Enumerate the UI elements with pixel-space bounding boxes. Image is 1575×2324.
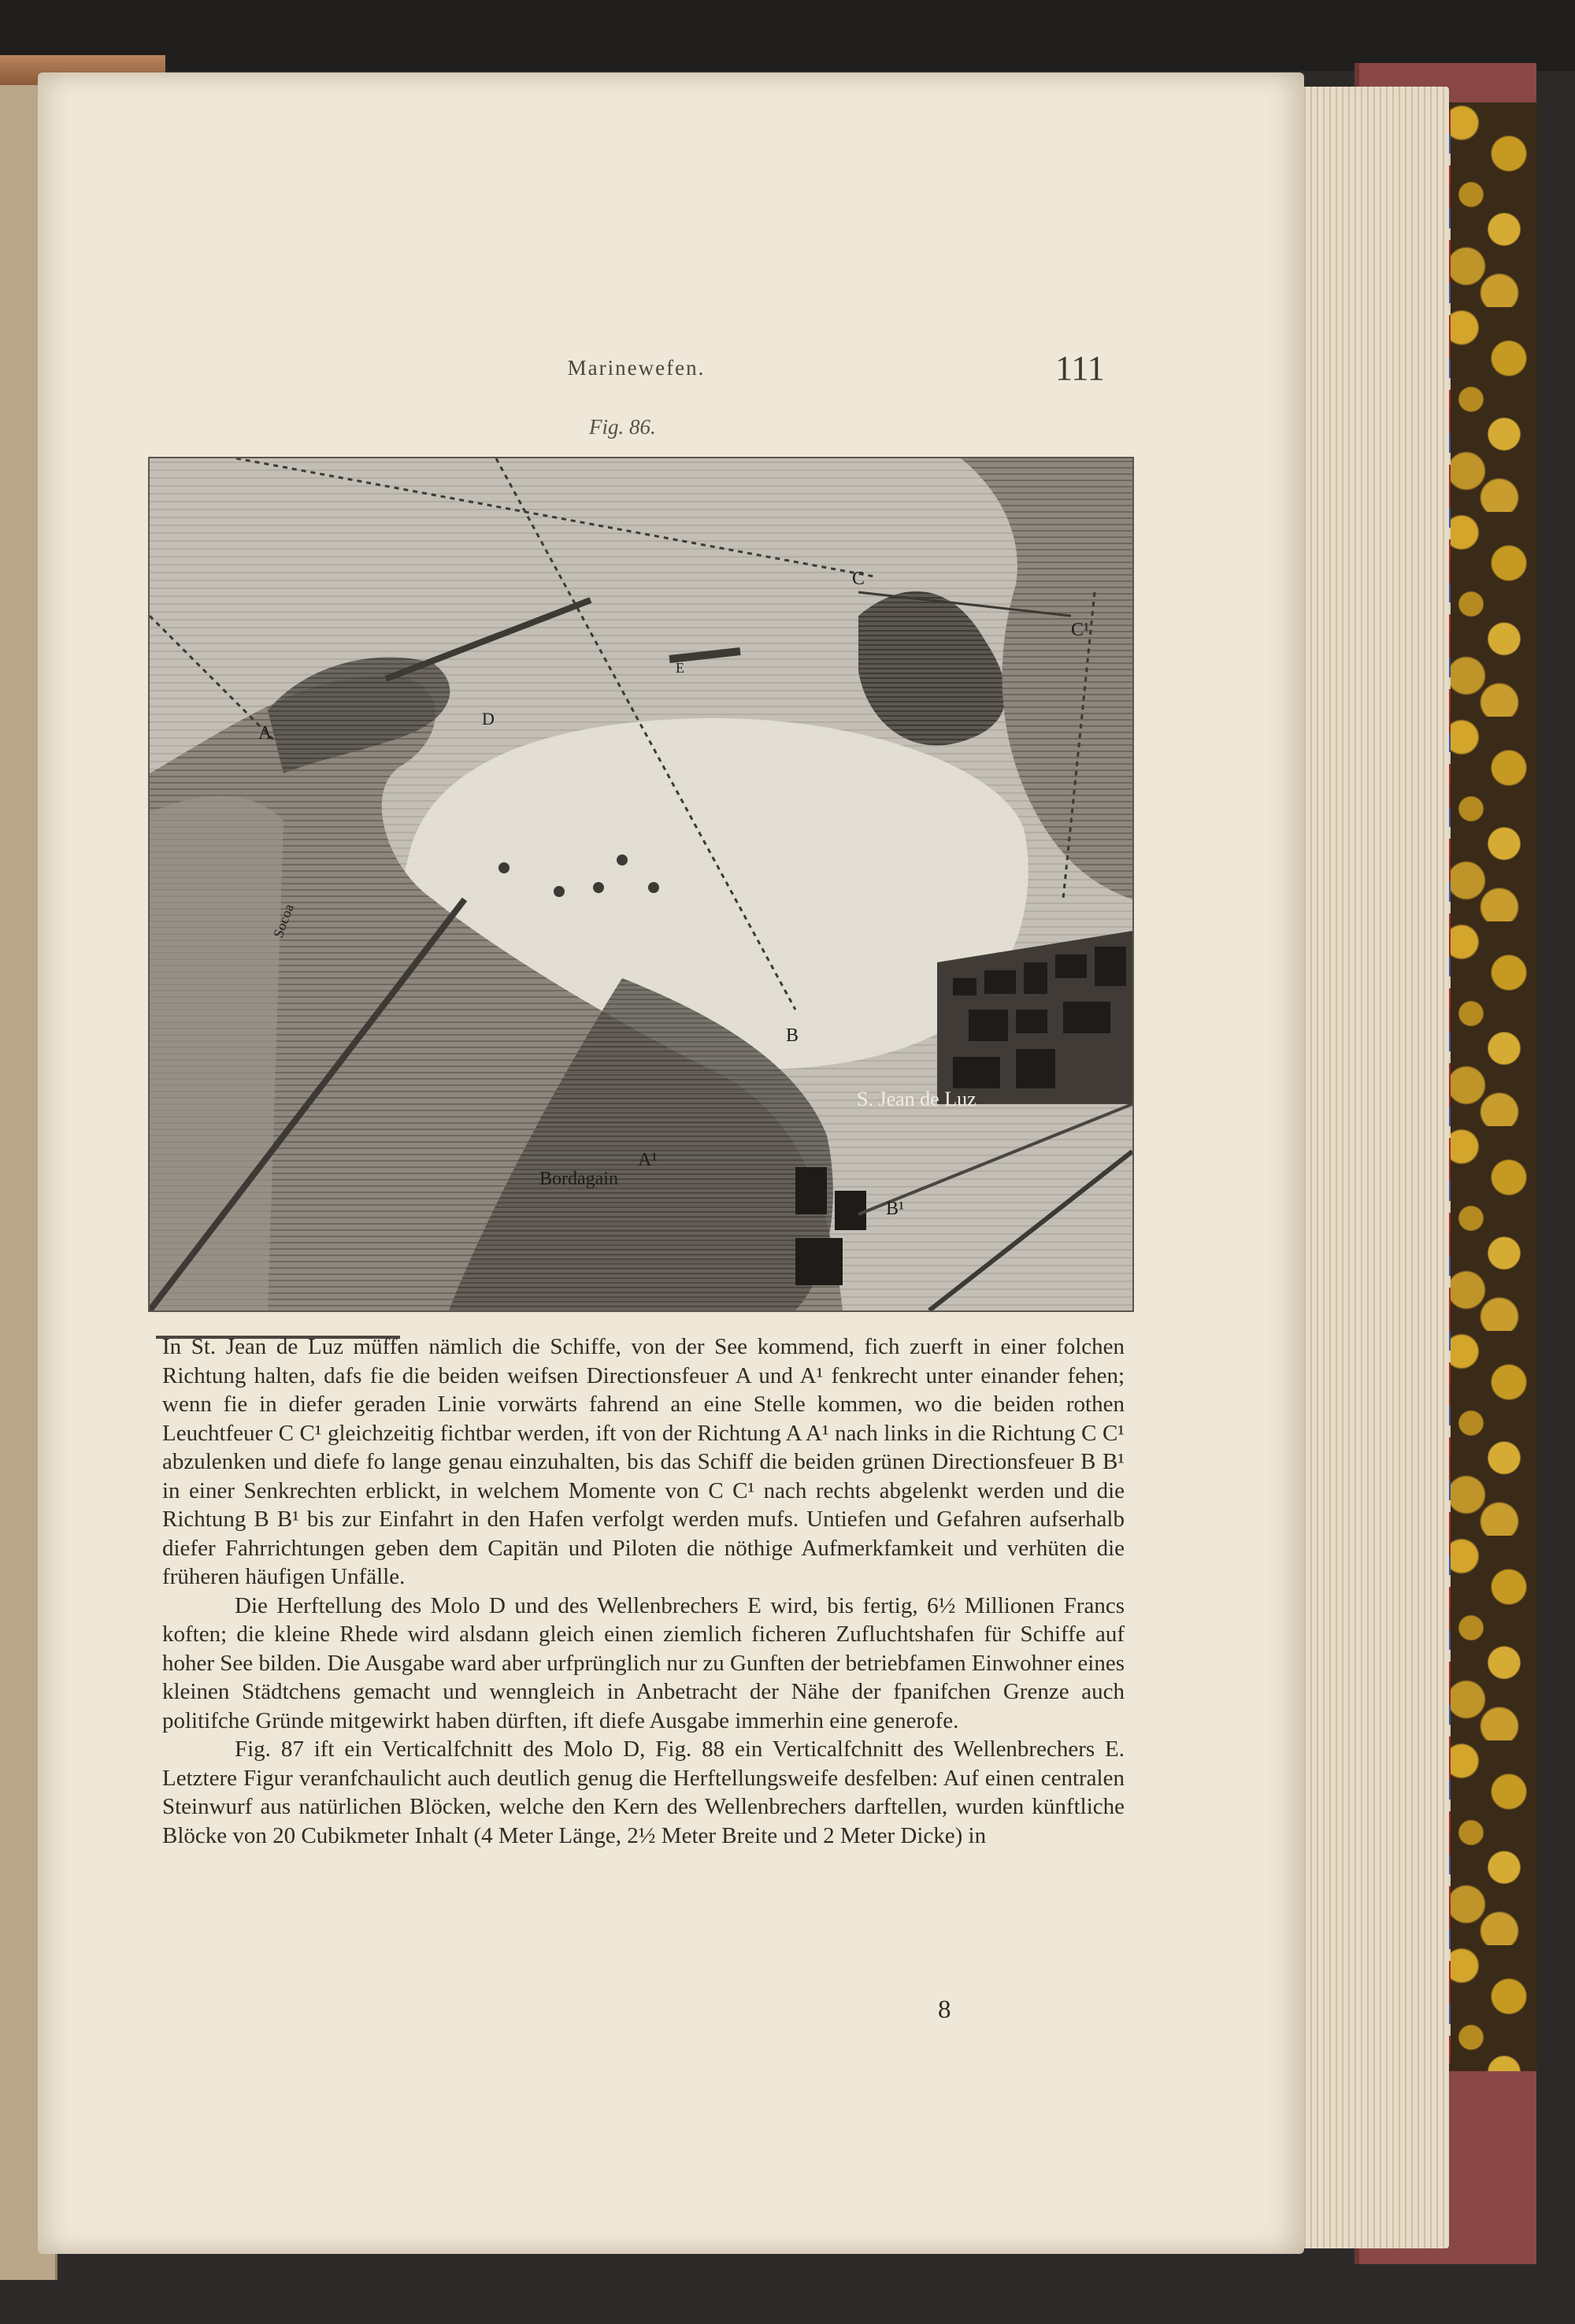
map-label-d: D bbox=[482, 709, 495, 728]
paragraph-3: Fig. 87 ift ein Verticalfchnitt des Molo D, Fig. 88 ein Verticalfchnitt des Wellenbrechers E. Letztere Figur veranfchaulicht auch deutlich genug die Herftellungsweife desfelben: Auf einen centralen Steinwurf aus natürlichen Blöcken, welche den Kern des Wellenbrechers darftellen, wurden künftliche Blöcke von 20 Cubikmeter Inhalt (4 Meter Länge, 2½ Meter Breite und 2 Meter Dicke) in bbox=[162, 1737, 1125, 1848]
background-top bbox=[0, 0, 1575, 71]
paragraph-2: Die Herftellung des Molo D und des Wellenbrechers E wird, bis fertig, 6½ Millionen Francs koften; die kleine Rhede wird alsdann gleich einen ziemlich ficheren Zufluchtshafen für Schiffe auf hoher See bilden. Die Ausgabe ward aber urfprünglich nur zu Gunften der betriebfamen Einwohner eines kleinen Städtchens gemacht und wenngleich in Anbetracht der Nähe der fpanifchen Grenze auch politifche Gründe mitgewirkt haben dürften, ift diefe Ausgabe immerhin eine generofe. bbox=[162, 1592, 1125, 1733]
map-label-c: C bbox=[852, 569, 865, 589]
signature-mark: 8 bbox=[938, 1996, 951, 2024]
book-page bbox=[38, 72, 1304, 2254]
map-label-town: S. Jean de Luz bbox=[857, 1088, 976, 1110]
marbled-endpaper bbox=[1443, 102, 1537, 2071]
figure-label: Fig. 86. bbox=[589, 415, 656, 439]
map-label-c1: C¹ bbox=[1071, 620, 1090, 640]
map-label-a1: A¹ bbox=[638, 1150, 658, 1170]
running-head: Marinewefen. bbox=[567, 356, 706, 380]
map-label-b: B bbox=[786, 1025, 799, 1046]
map-label-e: E bbox=[676, 660, 684, 676]
body-text bbox=[162, 1333, 1125, 1850]
paragraph-1: In St. Jean de Luz müffen nämlich die Schiffe, von der See kommend, fich zuerft in einer folchen Richtung halten, dafs fie die beiden weifsen Directionsfeuer A und A¹ fenkrecht unter einander fehen; wenn fie in diefer geraden Linie vorwärts fahrend an eine Stelle kommen, wo die beiden rothen Leuchtfeuer C C¹ gleichzeitig fichtbar werden, ift von der Richtung A A¹ nach links in die Richtung C C¹ abzulenken und diefe fo lange genau einzuhalten, bis das Schiff die beiden grünen Directionsfeuer B B¹ in einer Senkrechten erblickt, in welchem Momente von C C¹ nach rechts abgelenkt werden und die Richtung B B¹ bis zur Einfahrt in den Hafen verfolgt werden mufs. Untiefen und Gefahren aufserhalb diefer Fahrrichtungen geben dem Capitän und Piloten die nöthige Aufmerkfamkeit und verhüten die früheren häufigen Unfälle. bbox=[162, 1334, 1125, 1589]
harbor-map-figure bbox=[148, 457, 1134, 1312]
page-stack-edge bbox=[1299, 87, 1449, 2248]
page-number: 111 bbox=[1055, 349, 1105, 387]
map-label-bordagain: Bordagain bbox=[539, 1169, 618, 1189]
map-label-socoa: Socoa bbox=[269, 902, 297, 940]
map-label-a: A bbox=[258, 723, 272, 743]
map-label-b1: B¹ bbox=[886, 1199, 905, 1219]
harbor-map-illustration bbox=[150, 458, 1132, 1310]
